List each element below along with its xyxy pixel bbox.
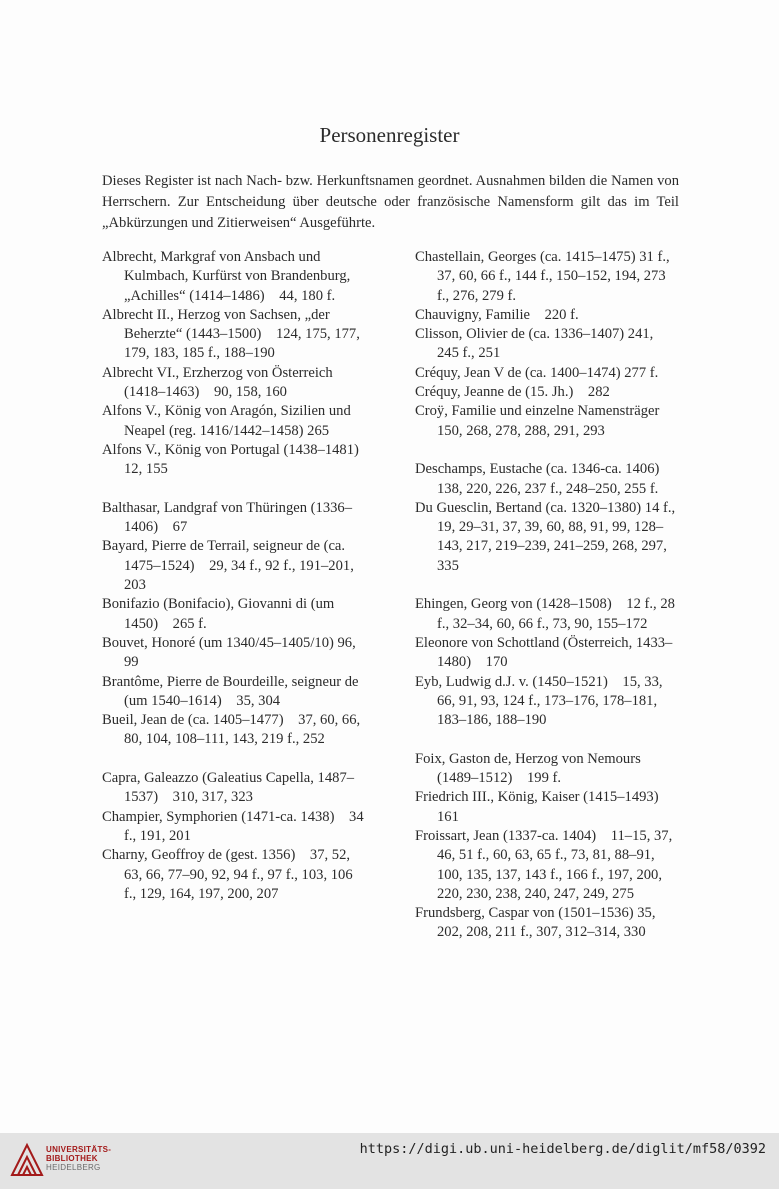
register-entry: Alfons V., König von Aragón, Sizilien und Neapel (reg. 1416/1442–1458) 265 bbox=[102, 403, 355, 439]
library-name bbox=[46, 1145, 111, 1172]
library-logo-icon bbox=[10, 1141, 44, 1177]
register-entry: Frundsberg, Caspar von (1501–1536) 35, 202, 208, 211 f., 307, 312–314, 330 bbox=[415, 905, 660, 941]
entry-spacer bbox=[102, 480, 364, 499]
entry-spacer bbox=[102, 750, 364, 769]
register-entry: Du Guesclin, Bertand (ca. 1320–1380) 14 f., 19, 29–31, 37, 39, 60, 88, 91, 99, 128–143, 217, 219–239, 241–259, 268, 297, 335 bbox=[415, 499, 679, 574]
register-entry: Chauvigny, Familie 220 f. bbox=[415, 306, 579, 323]
register-entry: Friedrich III., König, Kaiser (1415–1493) 161 bbox=[415, 789, 674, 825]
register-entry: Bayard, Pierre de Terrail, seigneur de (ca. 1475–1524) 29, 34 f., 92 f., 191–201, 203 bbox=[102, 538, 358, 594]
register-entry: Brantôme, Pierre de Bourdeille, seigneur de (um 1540–1614) 35, 304 bbox=[102, 673, 363, 709]
register-entry: Albrecht VI., Erzherzog von Österreich (1418–1463) 90, 158, 160 bbox=[102, 364, 337, 401]
register-entry: Ehingen, Georg von (1428–1508) 12 f., 28 f., 32–34, 60, 66 f., 73, 90, 155–172 bbox=[415, 596, 679, 632]
page-title: Personenregister bbox=[319, 123, 460, 147]
register-entry: Bueil, Jean de (ca. 1405–1477) 37, 60, 66, 80, 104, 108–111, 143, 219 f., 252 bbox=[102, 712, 364, 748]
entry-spacer bbox=[415, 441, 677, 460]
register-entry: Bonifazio (Bonifacio), Giovanni di (um 1450) 265 f. bbox=[102, 596, 338, 632]
register-entry: Foix, Gaston de, Herzog von Nemours (1489–1512) 199 f. bbox=[415, 750, 645, 787]
page-url-link[interactable]: https://digi.ub.uni-heidelberg.de/diglit/mf58/0392 bbox=[359, 1141, 766, 1157]
register-entry: Balthasar, Landgraf von Thüringen (1336–1406) 67 bbox=[102, 499, 353, 536]
entry-spacer bbox=[415, 730, 677, 749]
register-column-left bbox=[102, 248, 374, 904]
register-entry: Capra, Galeazzo (Galeatius Capella, 1487–1537) 310, 317, 323 bbox=[102, 770, 355, 806]
intro-paragraph: Dieses Register ist nach Nach- bzw. Herkunftsnamen geordnet. Ausnahmen bilden die Namen von Herrschern. Zur Entscheidung über deutsche oder französische Namensform gilt das im Teil „Abkürzungen und Zitierweisen“ Ausgeführte. bbox=[102, 173, 679, 231]
register-entry: Charny, Geoffroy de (gest. 1356) 37, 52, 63, 66, 77–90, 92, 94 f., 97 f., 103, 106 f., 129, 164, 197, 200, 207 bbox=[102, 847, 357, 902]
register-entry: Deschamps, Eustache (ca. 1346-ca. 1406) 138, 220, 226, 237 f., 248–250, 255 f. bbox=[415, 461, 674, 497]
library-name-line2: BIBLIOTHEK bbox=[46, 1154, 98, 1163]
register-entry: Chastellain, Georges (ca. 1415–1475) 31 f., 37, 60, 66 f., 144 f., 150–152, 194, 273 f., 276, 279 f. bbox=[415, 249, 674, 304]
footer-bar bbox=[0, 1133, 779, 1189]
register-entry: Champier, Symphorien (1471-ca. 1438) 34 f., 191, 201 bbox=[102, 808, 368, 844]
library-name-line1: UNIVERSITÄTS- bbox=[46, 1145, 112, 1154]
register-entry: Créquy, Jeanne de (15. Jh.) 282 bbox=[415, 384, 610, 401]
register-column-right bbox=[415, 248, 677, 943]
register-entry: Froissart, Jean (1337-ca. 1404) 11–15, 37, 46, 51 f., 60, 63, 65 f., 73, 81, 88–91, 100, 135, 137, 143 f., 166 f., 197, 200, 220, 230, 238, 240, 247, 249, 275 bbox=[415, 827, 676, 902]
register-entry: Créquy, Jean V de (ca. 1400–1474) 277 f. bbox=[415, 364, 659, 381]
library-name-line3: HEIDELBERG bbox=[46, 1163, 101, 1172]
register-entry: Albrecht II., Herzog von Sachsen, „der Beherzte“ (1443–1500) 124, 175, 177, 179, 183, 185 f., 188–190 bbox=[102, 306, 364, 362]
register-entry: Bouvet, Honoré (um 1340/45–1405/10) 96, 99 bbox=[102, 634, 360, 671]
register-entry: Alfons V., König von Portugal (1438–1481) 12, 155 bbox=[102, 441, 374, 478]
register-entry: Albrecht, Markgraf von Ansbach und Kulmbach, Kurfürst von Brandenburg, „Achilles“ (1414–1486) 44, 180 f. bbox=[102, 249, 354, 304]
register-entry: Eyb, Ludwig d.J. v. (1450–1521) 15, 33, 66, 91, 93, 124 f., 173–176, 178–181, 183–186, 188–190 bbox=[415, 673, 667, 729]
entry-spacer bbox=[415, 576, 677, 595]
register-entry: Croÿ, Familie und einzelne Namensträger 150, 268, 278, 288, 291, 293 bbox=[415, 403, 674, 439]
register-entry: Clisson, Olivier de (ca. 1336–1407) 241, 245 f., 251 bbox=[415, 326, 657, 362]
register-entry: Eleonore von Schottland (Österreich, 1433–1480) 170 bbox=[415, 634, 673, 671]
